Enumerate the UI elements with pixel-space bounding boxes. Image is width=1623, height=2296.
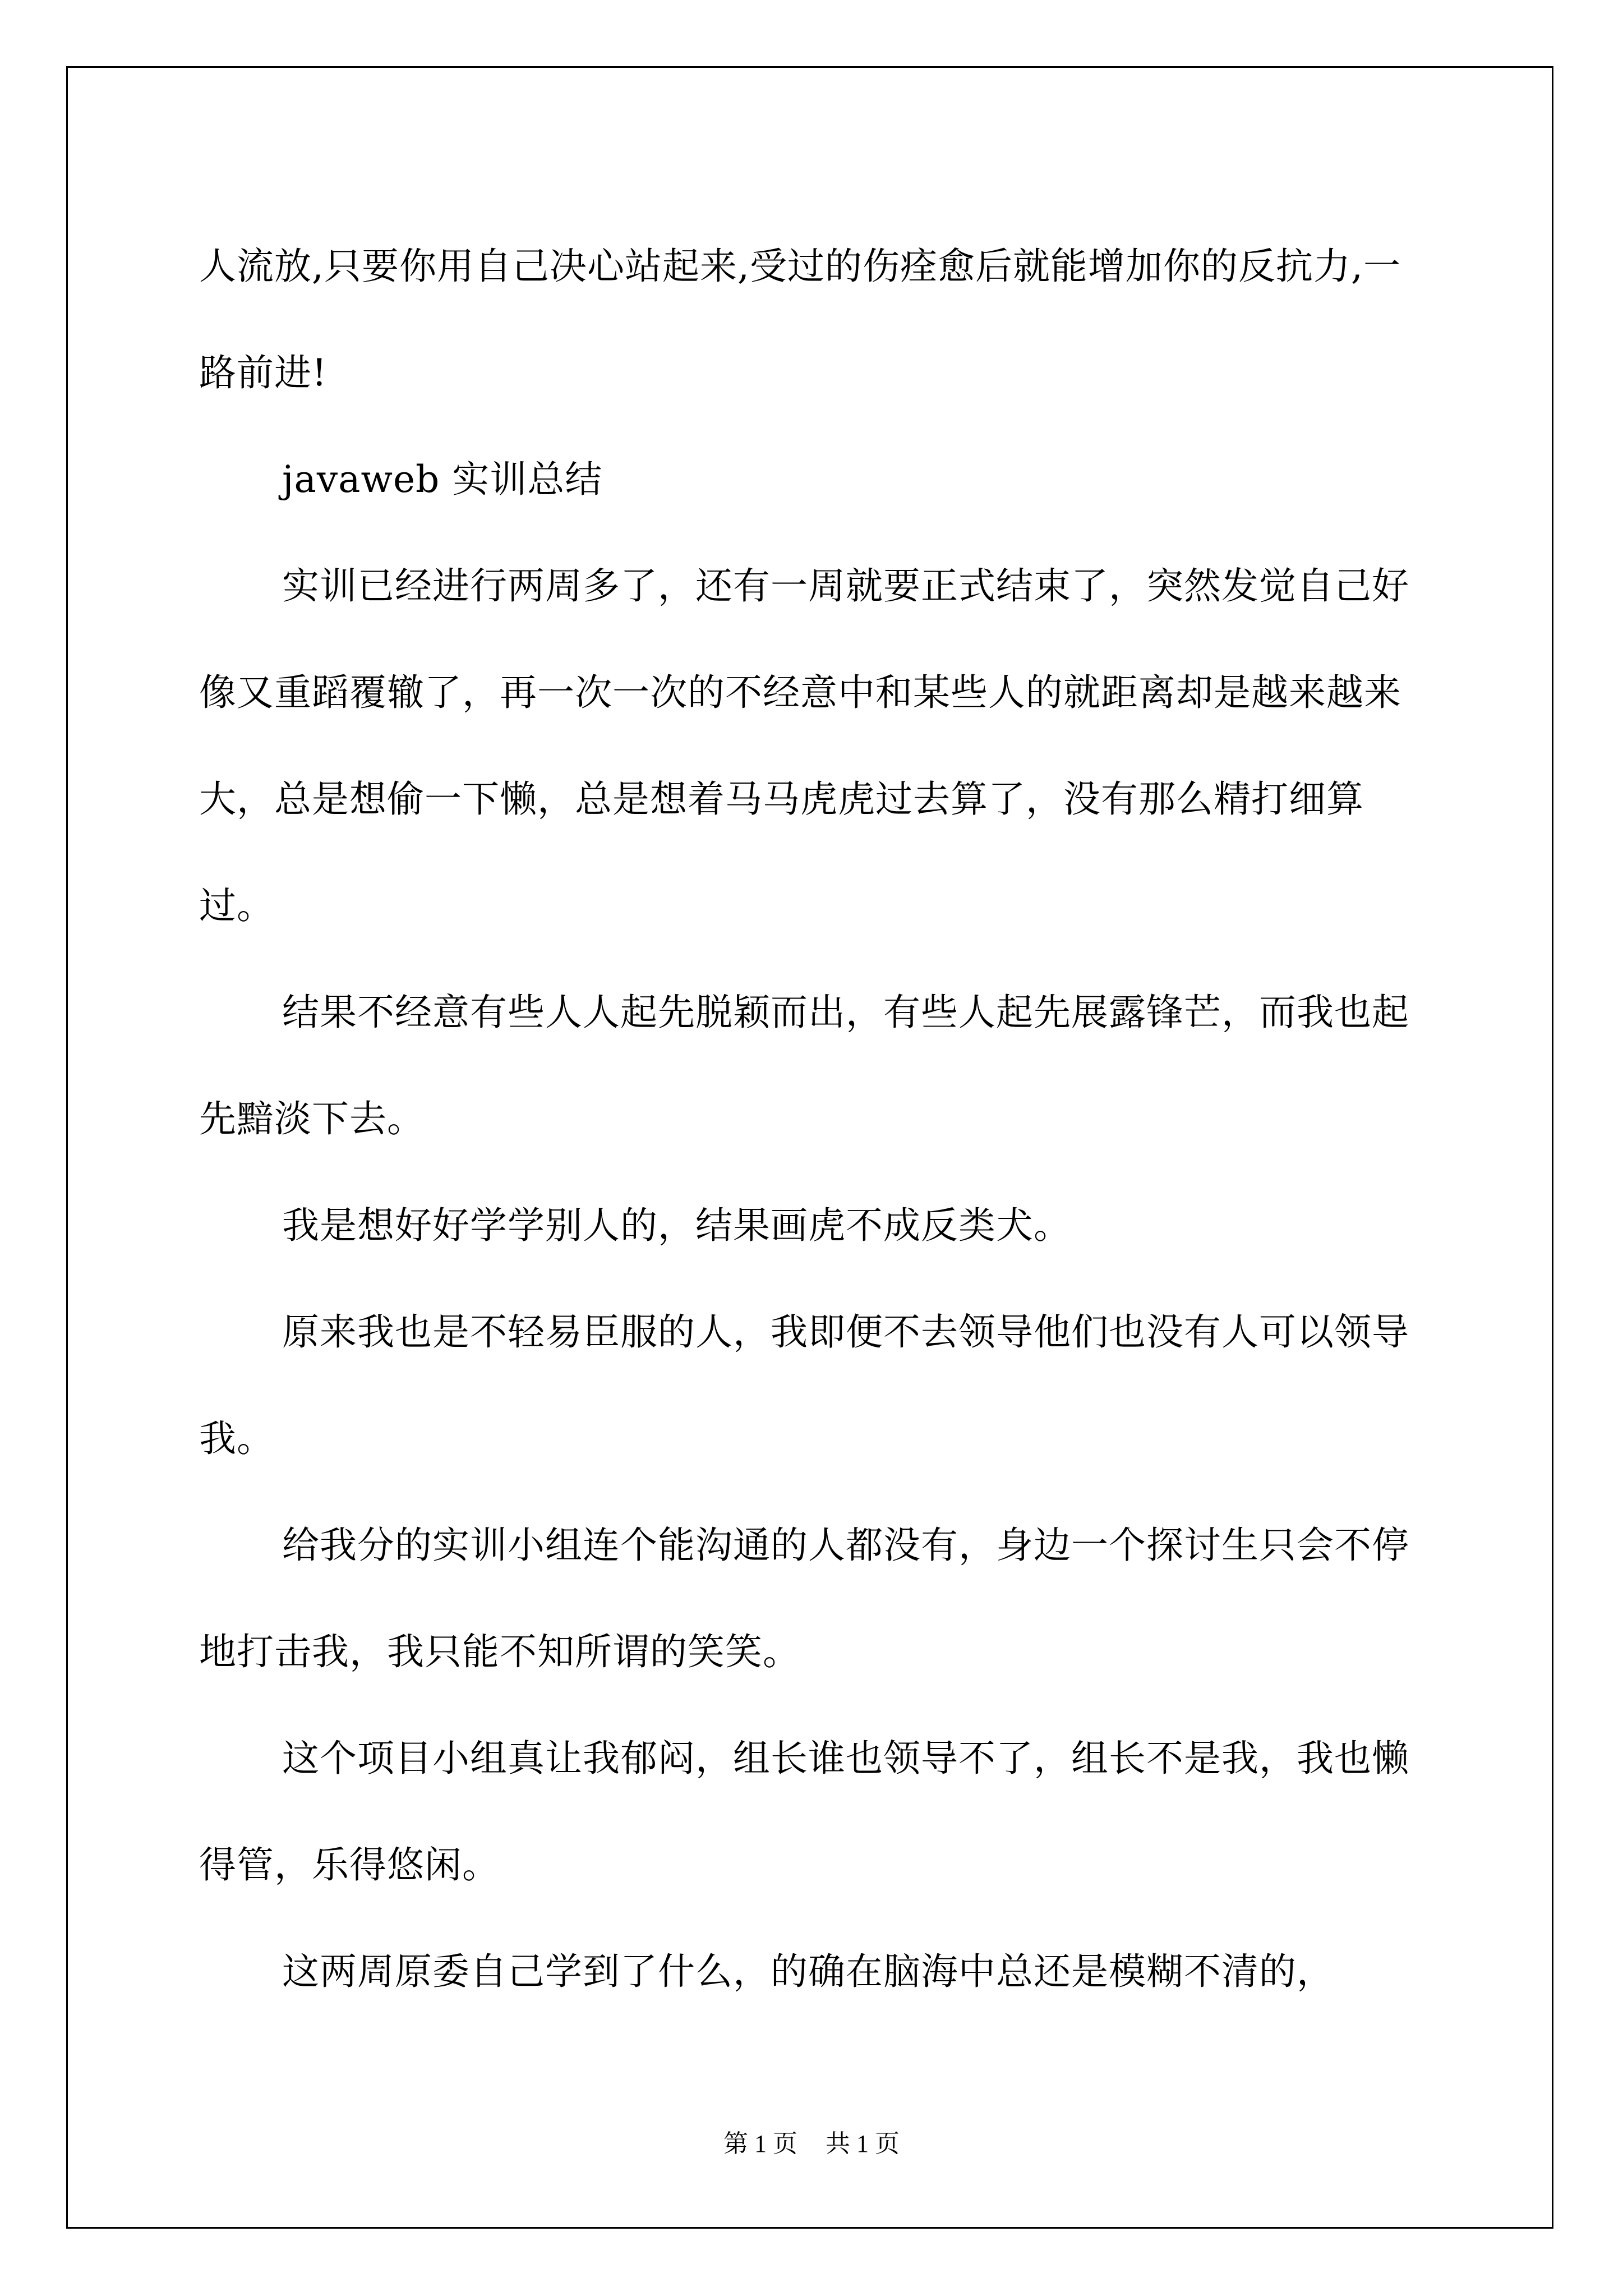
paragraph-5: 原来我也是不轻易臣服的人，我即便不去领导他们也没有人可以领导我。: [199, 1310, 1409, 1460]
paragraph-7: 这个项目小组真让我郁闷，组长谁也领导不了，组长不是我，我也懒得管，乐得悠闲。: [199, 1737, 1409, 1887]
page-number-total: 共 1 页: [826, 2130, 900, 2157]
paragraph-2: 实训已经进行两周多了，还有一周就要正式结束了，突然发觉自己好像又重蹈覆辙了，再一次一次的不经意中和某些人的就距离却是越来越来大，总是想偷一下懒，总是想着马马虎虎过去算了，没有那么精打细算过。: [199, 564, 1409, 927]
paragraph-3: 结果不经意有些人人起先脱颖而出，有些人起先展露锋芒，而我也起先黯淡下去。: [199, 991, 1409, 1140]
paragraph-4: 我是想好好学学别人的，结果画虎不成反类犬。: [282, 1204, 1071, 1247]
document-body: [199, 213, 1427, 2025]
section-heading: javaweb 实训总结: [282, 458, 603, 501]
paragraph-1: 人流放,只要你用自己决心站起来,受过的伤痊愈后就能增加你的反抗力,一路前进!: [199, 245, 1401, 394]
paragraph-8: 这两周原委自己学到了什么，的确在脑海中总还是模糊不清的，: [282, 1950, 1334, 1993]
page-footer: [0, 2127, 1623, 2161]
paragraph-6: 给我分的实训小组连个能沟通的人都没有，身边一个探讨生只会不停地打击我，我只能不知所谓的笑笑。: [199, 1524, 1409, 1673]
page-number-current: 第 1 页: [723, 2130, 797, 2157]
